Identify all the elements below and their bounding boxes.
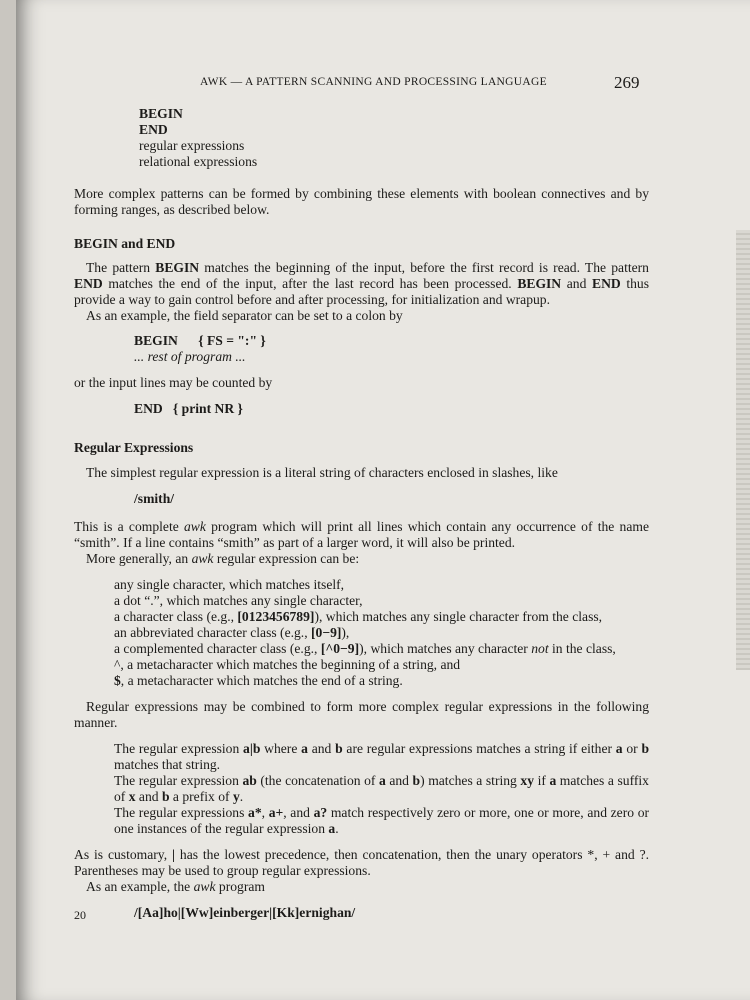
- text-run: [0−9]: [311, 625, 342, 640]
- list-item: [114, 577, 649, 593]
- code-block-fs: [134, 333, 649, 365]
- text-run: a+: [268, 805, 284, 820]
- rule-closure: [114, 805, 649, 837]
- text-run: .: [335, 821, 339, 836]
- text-run: program which will print all lines which contain any occurrence of the name “smith”. If a line contains “smith” as part of a larger word, it will also be printed.: [74, 519, 649, 550]
- list-item: [114, 609, 649, 625]
- list-item: [114, 625, 649, 641]
- text-run: BEGIN: [155, 260, 200, 275]
- section-heading-regex: Regular Expressions: [74, 440, 194, 455]
- text-run: are regular expressions matches a string if either: [342, 741, 616, 756]
- page-number: 269: [614, 73, 640, 92]
- section-heading-begin-end: BEGIN and END: [74, 236, 176, 251]
- text-run: where: [260, 741, 302, 756]
- text-run: thus provide a way to gain control before and after processing, for initialization and wrapup.: [74, 276, 649, 307]
- text-run: b: [161, 789, 170, 804]
- text-run: , and: [283, 805, 314, 820]
- regex-forms-list: [114, 577, 649, 689]
- text-run: program: [215, 879, 265, 894]
- text-run: match respectively zero or more, one or more, and zero or one instances of the regular expression: [114, 805, 650, 836]
- pattern-item: relational expressions: [139, 154, 258, 169]
- text-run: a dot “.”, which matches any single character,: [114, 593, 363, 608]
- code-line: BEGIN { FS = ":" }: [134, 333, 266, 348]
- patterns-list: [139, 106, 649, 170]
- text-run: As an example, the: [86, 879, 194, 894]
- text-run: xy: [520, 773, 535, 788]
- text-run: This is a complete: [74, 519, 184, 534]
- book-page: [16, 0, 750, 1000]
- regex-rules: [114, 741, 649, 837]
- text-run: awk: [191, 551, 214, 566]
- text-run: ),: [341, 625, 350, 640]
- text-run: The regular expression: [114, 773, 243, 788]
- text-run: More generally, an: [86, 551, 192, 566]
- text-run: END: [74, 276, 103, 291]
- code-block-smith: /smith/: [134, 491, 175, 506]
- text-run: a: [301, 741, 308, 756]
- text-run: a: [549, 773, 557, 788]
- text-run: a|b: [243, 741, 261, 756]
- text-run: (the concatenation of: [256, 773, 379, 788]
- text-run: any single character, which matches itself,: [114, 577, 345, 592]
- text-run: x: [128, 789, 136, 804]
- text-run: a prefix of: [169, 789, 233, 804]
- text-run: BEGIN: [517, 276, 562, 291]
- list-item: [114, 641, 649, 657]
- precedence-paragraph: [74, 847, 649, 879]
- text-run: a complemented character class (e.g.,: [114, 641, 321, 656]
- list-item: [114, 657, 649, 673]
- text-run: a: [379, 773, 386, 788]
- text-run: an abbreviated character class (e.g.,: [114, 625, 311, 640]
- rule-concatenation: [114, 773, 649, 805]
- text-run: b: [641, 741, 649, 756]
- code-block-end: END { print NR }: [134, 401, 243, 416]
- text-run: As is customary,: [74, 847, 172, 862]
- text-run: awk: [193, 879, 216, 894]
- text-run: awk: [183, 519, 206, 534]
- text-run: in the class,: [548, 641, 616, 656]
- page-edge-shadow: [736, 230, 750, 670]
- footer-number: 20: [74, 908, 86, 922]
- text-run: $: [114, 673, 121, 688]
- text-run: a character class (e.g.,: [114, 609, 238, 624]
- intro-paragraph: More complex patterns can be formed by combining these elements with boolean connectives and by forming ranges, as described below.: [74, 186, 649, 217]
- text-run: or: [622, 741, 642, 756]
- text-run: .: [239, 789, 244, 804]
- text-run: y: [232, 789, 240, 804]
- smith-paragraph: [74, 519, 649, 551]
- text-run: The regular expression: [114, 741, 244, 756]
- text-run: and: [135, 789, 162, 804]
- page-body: [74, 106, 649, 921]
- list-item: [114, 593, 649, 609]
- regex-general-paragraph: [74, 551, 649, 567]
- text-run: a?: [313, 805, 328, 820]
- text-run: and: [385, 773, 413, 788]
- code-block-names: /[Aa]ho|[Ww]einberger|[Kk]ernighan/: [134, 905, 356, 920]
- text-run: a*: [248, 805, 262, 820]
- text-run: a: [615, 741, 623, 756]
- text-run: b: [412, 773, 421, 788]
- text-run: a: [328, 821, 336, 836]
- text-run: ,: [261, 805, 269, 820]
- text-run: |: [172, 847, 175, 862]
- text-run: [^0−9]: [320, 641, 360, 656]
- count-lines-paragraph: or the input lines may be counted by: [74, 375, 273, 390]
- combine-paragraph: Regular expressions may be combined to form more complex regular expressions in the following manner.: [74, 699, 649, 730]
- text-run: b: [335, 741, 343, 756]
- example-program-intro: [74, 879, 649, 895]
- text-run: and: [561, 276, 593, 291]
- text-run: ^, a metacharacter which matches the beginning of a string, and: [114, 657, 461, 672]
- text-run: matches the beginning of the input, before the first record is read. The pattern: [199, 260, 649, 275]
- rule-alternation: [114, 741, 649, 773]
- text-run: ) matches a string: [420, 773, 521, 788]
- regex-intro-paragraph: The simplest regular expression is a literal string of characters enclosed in slashes, like: [86, 465, 558, 480]
- code-line: ... rest of program ...: [134, 349, 246, 364]
- text-run: [0123456789]: [237, 609, 315, 624]
- pattern-item: BEGIN: [139, 106, 183, 121]
- begin-end-paragraph: [74, 260, 649, 308]
- text-run: ab: [242, 773, 257, 788]
- begin-end-example-intro: As an example, the field separator can be set to a colon by: [86, 308, 403, 323]
- text-run: matches the end of the input, after the last record has been processed.: [102, 276, 518, 291]
- text-run: The regular expressions: [114, 805, 249, 820]
- text-run: and: [307, 741, 336, 756]
- text-run: ), which matches any character: [359, 641, 532, 656]
- text-run: not: [531, 641, 549, 656]
- text-run: The pattern: [86, 260, 156, 275]
- text-run: matches a suffix of: [114, 773, 649, 804]
- text-run: , a metacharacter which matches the end of a string.: [120, 673, 403, 688]
- text-run: matches that string.: [114, 757, 221, 772]
- list-item: [114, 673, 649, 689]
- text-run: END: [592, 276, 621, 291]
- text-run: if: [534, 773, 550, 788]
- text-run: has the lowest precedence, then concatenation, then the unary operators *, + and ?. Parentheses may be used to group regular expressions.: [74, 847, 649, 878]
- pattern-item: regular expressions: [139, 138, 245, 153]
- running-head: AWK — A PATTERN SCANNING AND PROCESSING LANGUAGE: [200, 76, 547, 88]
- text-run: ), which matches any single character from the class,: [314, 609, 603, 624]
- pattern-item: END: [139, 122, 168, 137]
- text-run: regular expression can be:: [213, 551, 360, 566]
